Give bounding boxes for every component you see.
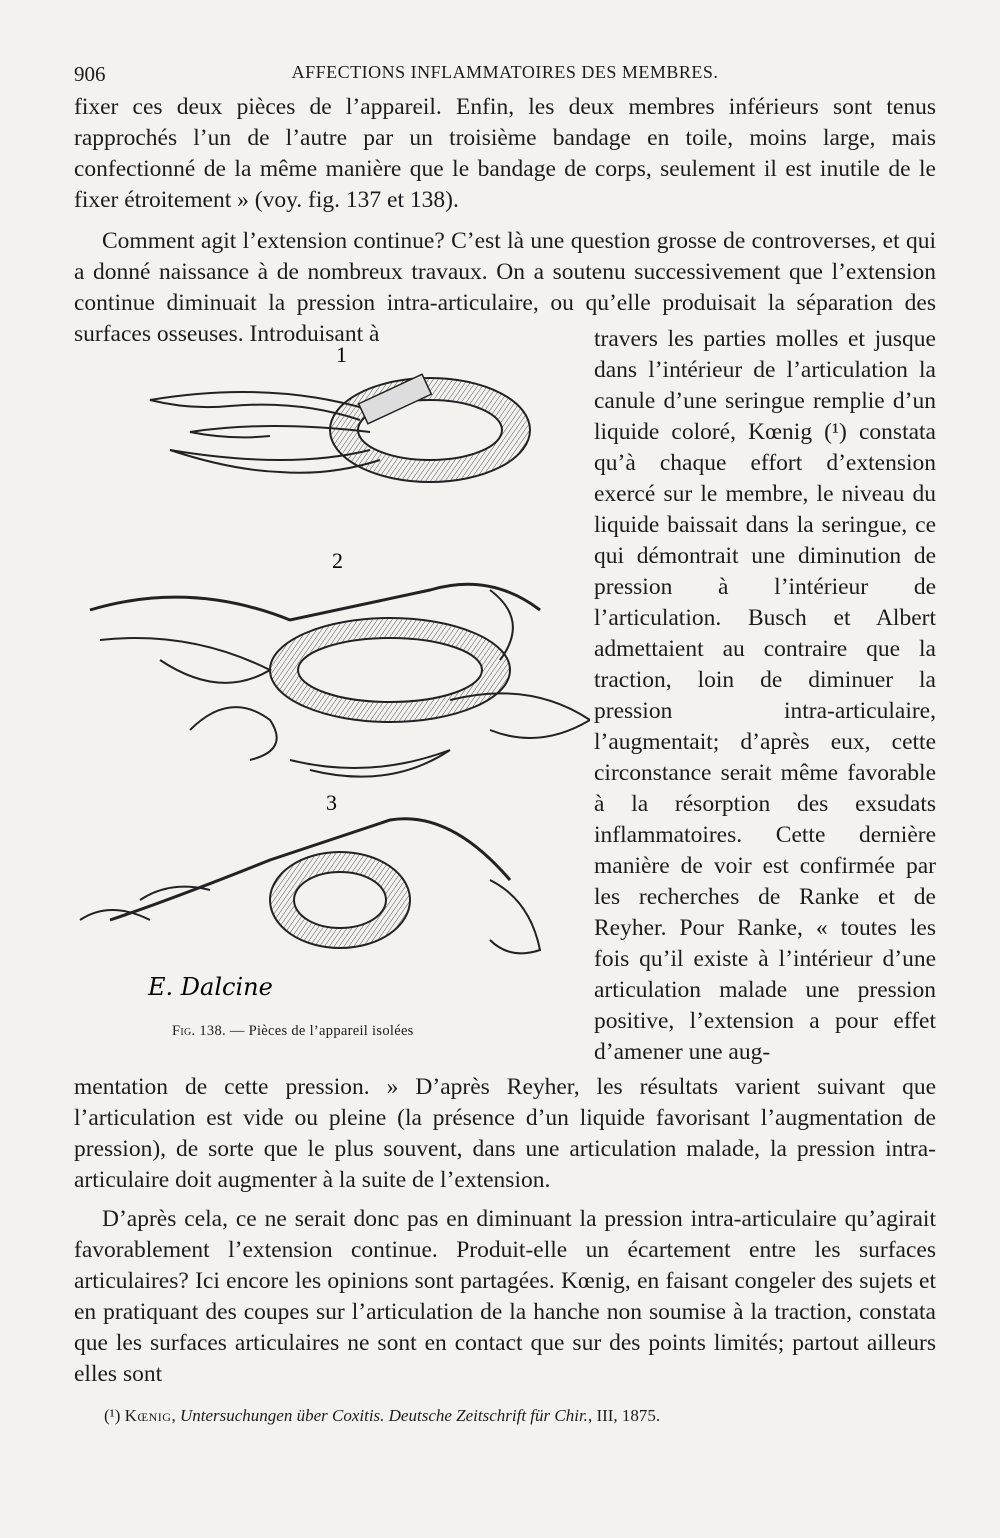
bandage-piece-3 [80,790,540,953]
bandage-piece-2 [90,548,590,777]
figure-caption-text: — Pièces de l’appareil isolées [225,1023,414,1039]
paragraph-3: mentation de cette pression. » D’après Reyher, les résultats varient suivant que l’articulation est vide ou pleine (la présence d’un liquide favorisant l’augmentation de pression), de sorte que le plus souvent, dans une articulation malade, la pression intra-articulaire doit augmenter à la suite de l’extension. [74,1074,936,1193]
paragraph-2: Comment agit l’extension continue? C’est là une question grosse de controverses, et qui a donné naissance à de nombreux travaux. On a soutenu successivement que l’extension continue diminuait la pression intra-articulaire, ou qu’elle produisait la séparation des surfaces osseuses. Introduisant à [74,228,936,347]
figure-illustration [70,340,590,1000]
page-header [74,62,936,92]
paragraph-2-continued: travers les parties molles et jusque dans l’intérieur de l’articulation la canule d’une seringue remplie d’un liquide coloré, Kœnig (¹) constata qu’à chaque effort d’extension exercé sur le membre, le niveau du liquide baissait dans la seringue, ce qui démontrait une diminution de pression à l’intérieur de l’articulation. Busch et Albert admettaient au contraire que la traction, loin de diminuer la pression intra-articulaire, l’augmentait; d’après eux, cette circonstance serait même favorable à la résorption des exsudats inflammatoires. Cette dernière manière de voir est confirmée par les recherches de Ranke et de Reyher. Pour Ranke, « toutes les fois qu’il existe à l’intérieur d’une articulation malade une pression positive, l’extension a pour effet d’amener une aug- [594,326,936,1065]
running-head: AFFECTIONS INFLAMMATOIRES DES MEMBRES. [291,62,719,82]
footnote-title: Untersuchungen über Coxitis. Deutsche Zeitschrift für Chir. [179,1406,588,1425]
footnote-marker: (¹) [104,1406,125,1425]
paragraph-1: fixer ces deux pièces de l’appareil. Enfin, les deux membres inférieurs sont tenus rapprochés l’un de l’autre par un troisième bandage en toile, moins large, mais confectionné de la même manière que le bandage de corps, seulement il est inutile de le fixer étroitement » (voy. fig. 137 et 138). [74,94,936,213]
figure-label-2: 2 [332,548,343,573]
footnote-separator: , [171,1406,180,1425]
figure-label-1: 1 [336,342,347,367]
figure-caption-prefix: Fig. 138. [172,1023,226,1039]
figure-label-3: 3 [326,790,337,815]
paragraph-4: D’après cela, ce ne serait donc pas en diminuant la pression intra-articulaire qu’agirait favorablement l’extension continue. Produit-elle un écartement entre les surfaces articulaires? Ici encore les opinions sont partagées. Kœnig, en faisant congeler des sujets et en pratiquant des coupes sur l’articulation de la hanche non soumise à la traction, constata que les surfaces articulaires ne sont en contact que sur des points limités; partout ailleurs elles sont [74,1206,936,1387]
figure-138 [70,340,590,1000]
figure-caption [172,1023,414,1040]
page-number: 906 [74,62,106,86]
footnote-reference: , III, 1875. [587,1406,661,1425]
bandage-piece-1 [150,342,530,482]
footnote-author: Kœnig [124,1406,172,1425]
footnote-1 [104,1406,934,1426]
artist-signature: E. Dalcine [148,973,273,1000]
